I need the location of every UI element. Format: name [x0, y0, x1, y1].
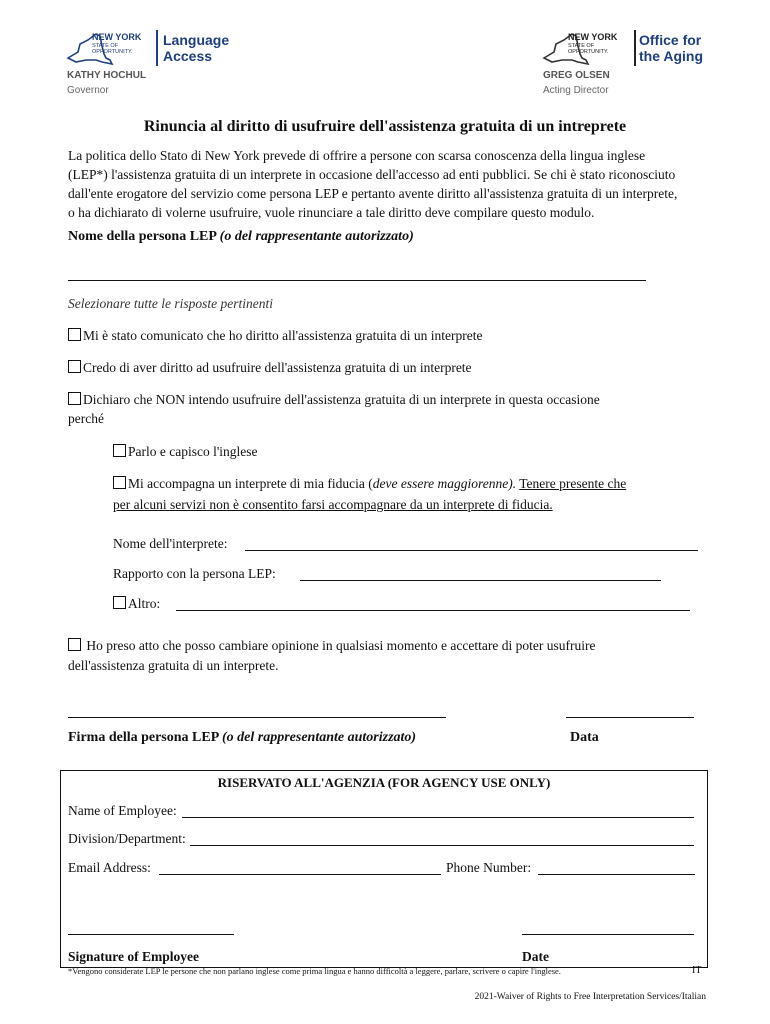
sub-option-speak-english-label: Parlo e capisco l'inglese [128, 444, 258, 459]
relationship-field[interactable] [300, 580, 661, 581]
select-instruction: Selezionare tutte le risposte pertinenti [68, 296, 273, 311]
director-name: GREG OLSEN [543, 70, 610, 81]
option-informed-checkbox[interactable] [68, 328, 81, 341]
other-field[interactable] [176, 610, 690, 611]
sub-option-own-interpreter-label: Mi accompagna un interprete di mia fiducia ( [128, 476, 373, 491]
division-label: Division/Department: [68, 831, 186, 846]
right-state-name: NEW YORK [568, 32, 618, 42]
relationship-row [113, 564, 276, 583]
change-mind-label: Ho preso atto che posso cambiare opinione in qualsiasi momento e accettare di poter usufruire [83, 638, 596, 653]
lep-signature-label-italic: (o del rappresentante autorizzato) [222, 730, 417, 745]
option-decline-label: Dichiaro che NON intendo usufruire dell'assistenza gratuita di un interprete in questa occasione [83, 392, 600, 407]
director-title: Acting Director [543, 85, 609, 96]
left-state-name: NEW YORK [92, 32, 142, 42]
employee-signature-field[interactable] [68, 934, 234, 935]
option-decline-label-cont: perché [68, 411, 104, 426]
option-decline [68, 390, 748, 428]
sub-option-own-interpreter-note: Tenere presente che [519, 476, 627, 491]
employee-name-field[interactable] [182, 817, 694, 818]
sub-option-own-interpreter [113, 474, 713, 514]
intro-paragraph [68, 146, 748, 222]
option-informed [68, 326, 482, 345]
lep-name-label [68, 229, 414, 245]
footer-form-id: 2021-Waiver of Rights to Free Interpretation Services/Italian [474, 992, 706, 1002]
lep-name-label-italic: (o del rappresentante autorizzato) [219, 229, 414, 244]
governor-title: Governor [67, 85, 109, 96]
governor-name: KATHY HOCHUL [67, 70, 147, 81]
relationship-label: Rapporto con la persona LEP: [113, 566, 276, 581]
sub-option-speak-english-checkbox[interactable] [113, 444, 126, 457]
lep-name-field[interactable] [68, 280, 646, 281]
sub-option-own-interpreter-note-cont: per alcuni servizi non è consentito farsi accompagnare da un interprete di fiducia. [113, 497, 553, 512]
agency-use-box [60, 770, 708, 968]
lep-date-field[interactable] [566, 717, 694, 718]
other-row [113, 594, 160, 613]
other-label: Altro: [128, 596, 161, 611]
change-mind-checkbox[interactable] [68, 638, 81, 651]
employee-name-label: Name of Employee: [68, 803, 177, 818]
interpreter-name-label: Nome dell'interprete: [113, 536, 228, 551]
right-header-logo [542, 30, 722, 70]
sub-option-speak-english [113, 442, 258, 461]
option-decline-checkbox[interactable] [68, 392, 81, 405]
employee-date-label: Date [522, 949, 549, 964]
option-believe-entitled-checkbox[interactable] [68, 360, 81, 373]
lep-name-label-text: Nome della persona LEP [68, 229, 217, 244]
sub-option-own-interpreter-italic: deve essere maggiorenne). [372, 476, 517, 491]
lep-signature-field[interactable] [68, 717, 446, 718]
language-code: IT [692, 965, 702, 976]
lep-signature-label-text: Firma della persona LEP [68, 730, 219, 745]
sub-option-own-interpreter-checkbox[interactable] [113, 476, 126, 489]
intro-line: o ha dichiarato di volerne usufruire, vuole rinunciare a tale diritto deve compilare questo modulo. [68, 205, 595, 220]
right-state-sub: STATE OF OPPORTUNITY. [568, 43, 609, 55]
left-state-sub: STATE OF OPPORTUNITY. [92, 43, 133, 55]
right-logo-divider [634, 30, 636, 66]
right-brand-name: Office for the Aging [639, 32, 704, 64]
intro-line: dall'ente erogatore del servizio come persona LEP e pertanto avente diritto all'assistenza gratuita di un interprete, [68, 186, 678, 201]
footnote: *Vengono considerate LEP le persone che non parlano inglese come prima lingua e hanno difficoltà a leggere, parlare, scrivere o capire l'inglese. [68, 966, 561, 976]
change-mind-label-cont: dell'assistenza gratuita di un interprete. [68, 658, 279, 673]
intro-line: La politica dello Stato di New York prevede di offrire a persone con scarsa conoscenza della lingua inglese [68, 148, 646, 163]
change-mind-option [68, 636, 748, 675]
intro-line: (LEP*) l'assistenza gratuita di un interprete in occasione dell'accesso ad enti pubblici. Se chi è stato riconosciuto [68, 167, 676, 182]
interpreter-name-field[interactable] [245, 550, 698, 551]
division-field[interactable] [190, 845, 694, 846]
email-field[interactable] [159, 874, 441, 875]
left-header-logo [66, 30, 246, 70]
employee-signature-label: Signature of Employee [68, 949, 199, 964]
phone-label: Phone Number: [446, 860, 532, 875]
lep-signature-label [68, 730, 416, 746]
agency-box-title: RISERVATO ALL'AGENZIA (FOR AGENCY USE ONLY) [217, 775, 551, 790]
option-believe-entitled-label: Credo di aver diritto ad usufruire dell'assistenza gratuita di un interprete [83, 360, 472, 375]
left-logo-divider [156, 30, 158, 66]
employee-date-field[interactable] [522, 934, 694, 935]
email-label: Email Address: [68, 860, 151, 875]
left-brand-name: Language Access [163, 32, 230, 64]
page-title: Rinuncia al diritto di usufruire dell'assistenza gratuita di un intreprete [143, 118, 627, 135]
phone-field[interactable] [538, 874, 695, 875]
option-informed-label: Mi è stato comunicato che ho diritto all'assistenza gratuita di un interprete [83, 328, 483, 343]
option-believe-entitled [68, 358, 472, 377]
lep-date-label: Data [570, 730, 599, 745]
other-checkbox[interactable] [113, 596, 126, 609]
